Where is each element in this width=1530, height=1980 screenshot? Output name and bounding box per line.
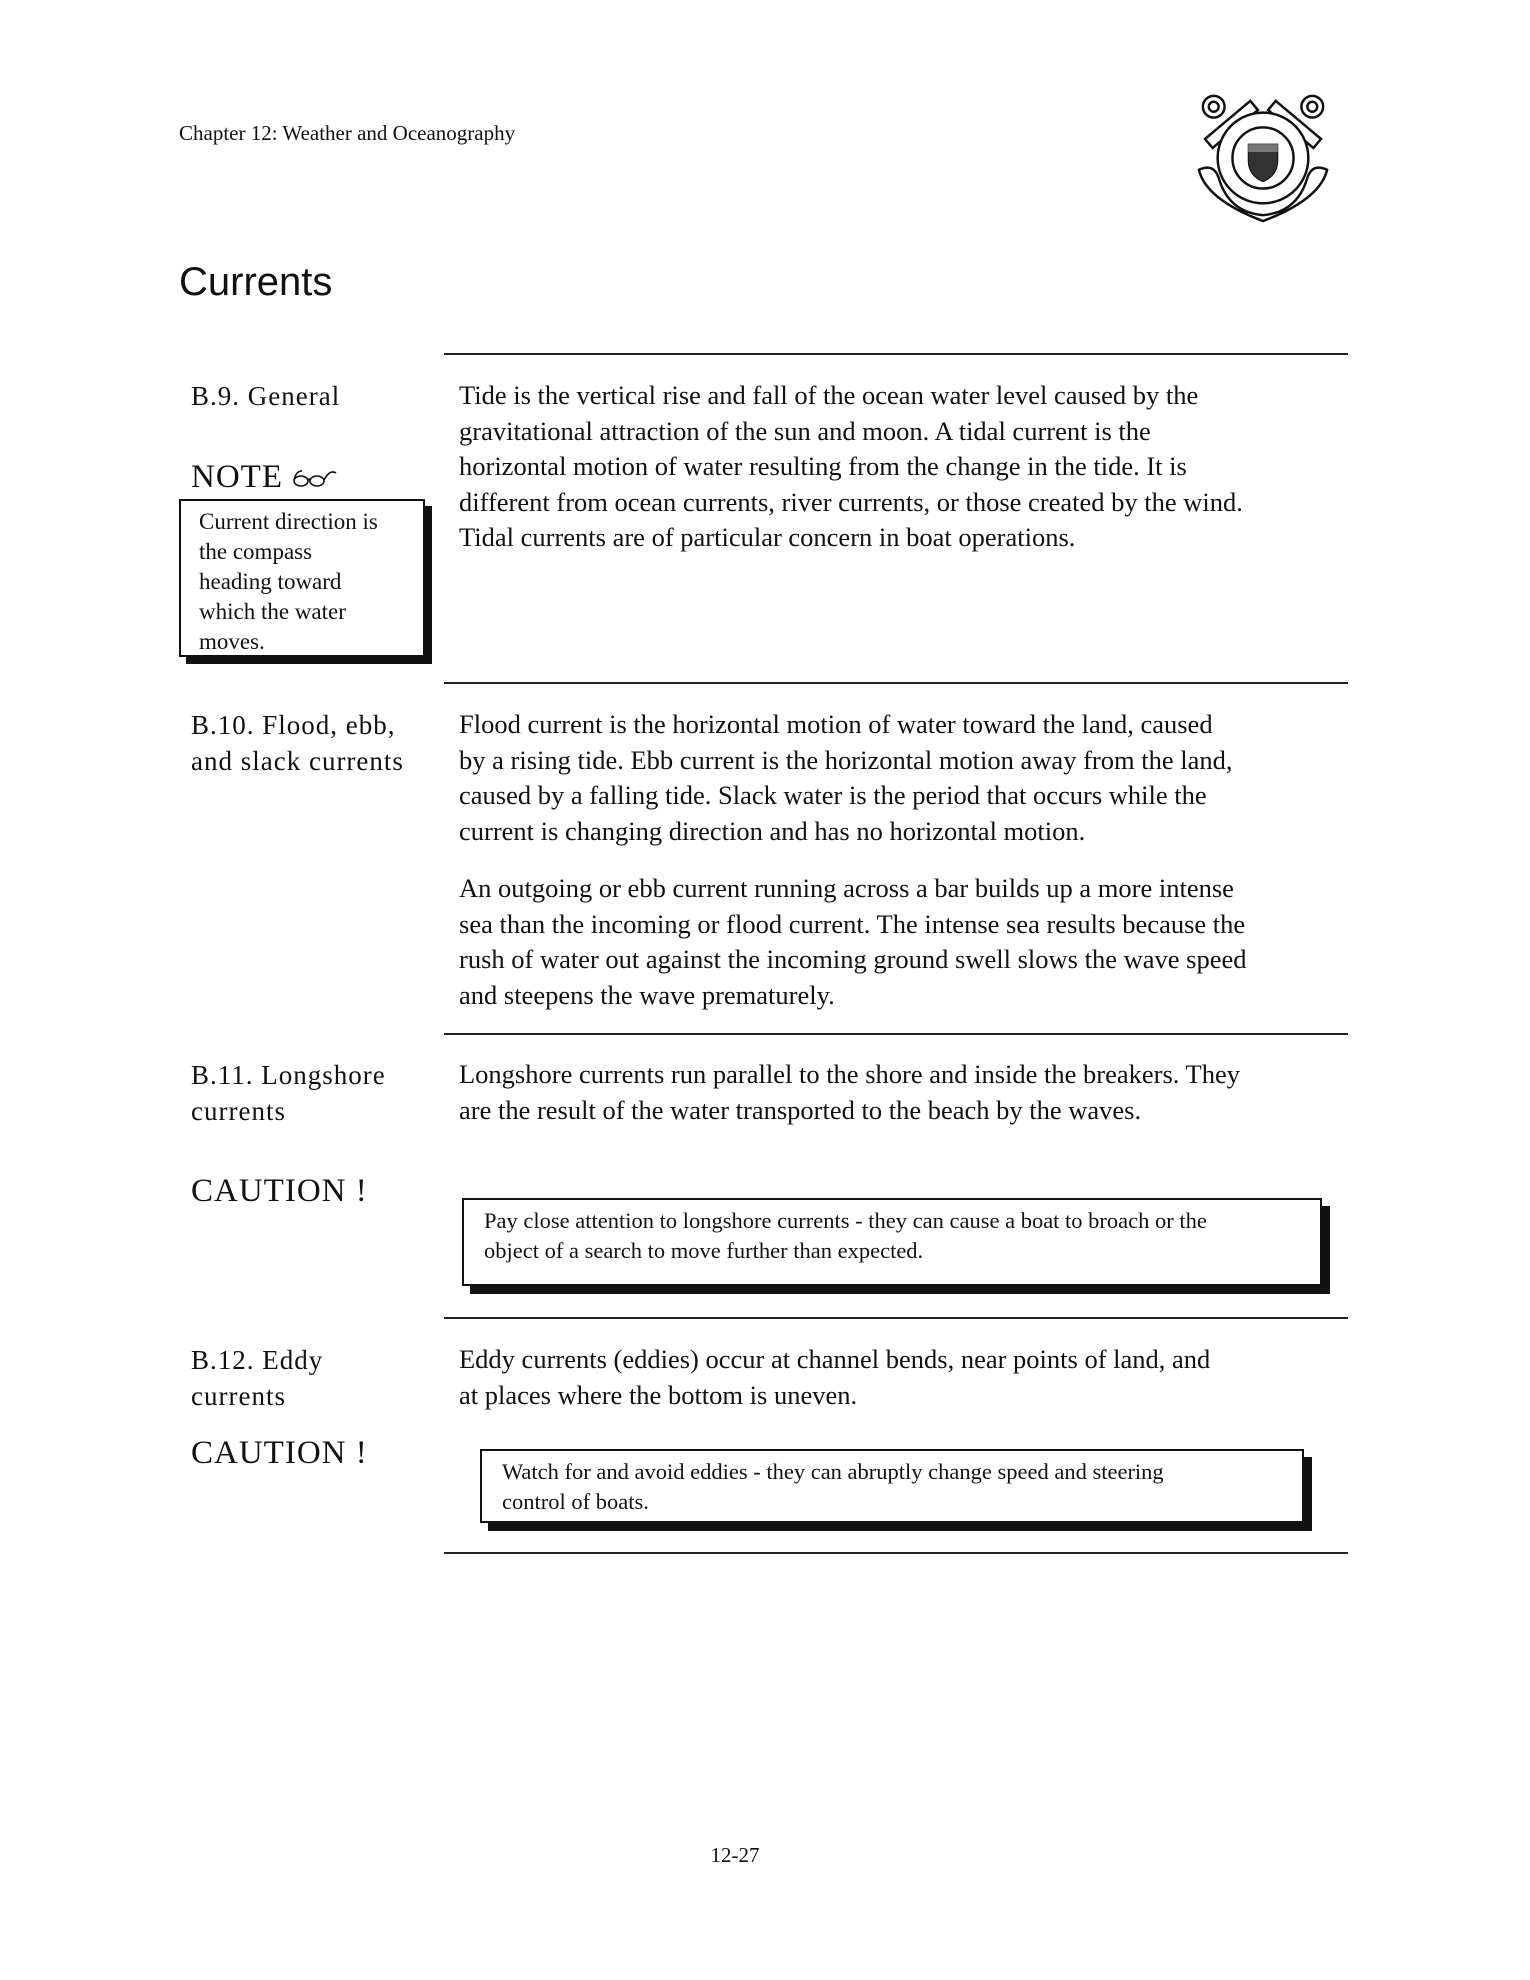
section-divider (444, 1317, 1348, 1319)
coast-guard-seal-logo (1194, 88, 1332, 224)
note-label (191, 459, 338, 496)
text-line: different from ocean currents, river currents, or those created by the wind. (459, 486, 1243, 517)
caution-box (462, 1198, 1322, 1286)
text-line: sea than the incoming or flood current. The intense sea results because the (459, 908, 1246, 939)
page-title: Currents (179, 260, 333, 304)
label-line: B.10. Flood, ebb, (191, 710, 396, 740)
label-line: B.12. Eddy (191, 1345, 324, 1375)
caution-label: CAUTION ! (191, 1173, 368, 1209)
text-line: heading toward (199, 569, 342, 594)
eyeglasses-icon (292, 467, 338, 489)
text-line: horizontal motion of water resulting from the change in the tide. It is (459, 451, 1187, 482)
text-line: Eddy currents (eddies) occur at channel bends, near points of land, and (459, 1344, 1211, 1374)
page-number: 12-27 (710, 1843, 760, 1867)
section-divider (444, 682, 1348, 684)
text-line: are the result of the water transported to the beach by the waves. (459, 1094, 1142, 1125)
section-divider (444, 1033, 1348, 1035)
section-body-b10-para2 (459, 871, 1349, 1013)
text-line: caused by a falling tide. Slack water is the period that occurs while the (459, 780, 1207, 811)
text-line: gravitational attraction of the sun and moon. A tidal current is the (459, 415, 1151, 446)
section-label-b9: B.9. General (191, 381, 341, 411)
text-line: Tidal currents are of particular concern in boat operations. (459, 522, 1076, 553)
text-line: Watch for and avoid eddies - they can abruptly change speed and steering (502, 1459, 1164, 1484)
text-line: Longshore currents run parallel to the shore and inside the breakers. They (459, 1059, 1240, 1089)
section-body-b12 (459, 1342, 1349, 1413)
section-label-b12 (191, 1342, 323, 1414)
text-line: by a rising tide. Ebb current is the horizontal motion away from the land, (459, 744, 1233, 775)
text-line: Flood current is the horizontal motion of water toward the land, caused (459, 709, 1213, 739)
label-line: and slack currents (191, 746, 404, 776)
text-line: moves. (199, 629, 265, 654)
label-line: currents (191, 1096, 286, 1126)
text-line: current is changing direction and has no horizontal motion. (459, 815, 1086, 846)
section-body-b9 (459, 378, 1349, 556)
section-label-b10 (191, 707, 404, 779)
text-line: object of a search to move further than expected. (484, 1238, 924, 1263)
section-body-b11 (459, 1057, 1349, 1128)
text-line: Pay close attention to longshore currents - they can cause a boat to broach or the (484, 1208, 1207, 1233)
text-line: Current direction is (199, 509, 378, 534)
caution-box (480, 1449, 1304, 1523)
text-line: An outgoing or ebb current running across a bar builds up a more intense (459, 873, 1234, 903)
caution-label: CAUTION ! (191, 1435, 368, 1471)
note-text: NOTE (191, 459, 283, 495)
text-line: which the water (199, 599, 346, 624)
section-label-b11 (191, 1057, 386, 1129)
text-line: and steepens the wave prematurely. (459, 979, 835, 1010)
chapter-header: Chapter 12: Weather and Oceanography (179, 121, 516, 145)
text-line: rush of water out against the incoming ground swell slows the wave speed (459, 944, 1247, 975)
section-body-b10 (459, 707, 1349, 849)
text-line: control of boats. (502, 1489, 649, 1514)
section-divider (444, 353, 1348, 355)
text-line: at places where the bottom is uneven. (459, 1379, 858, 1410)
section-divider (444, 1552, 1348, 1554)
note-box (179, 499, 425, 657)
label-line: B.11. Longshore (191, 1060, 386, 1090)
label-line: currents (191, 1381, 286, 1411)
text-line: Tide is the vertical rise and fall of the ocean water level caused by the (459, 380, 1199, 410)
text-line: the compass (199, 539, 313, 564)
